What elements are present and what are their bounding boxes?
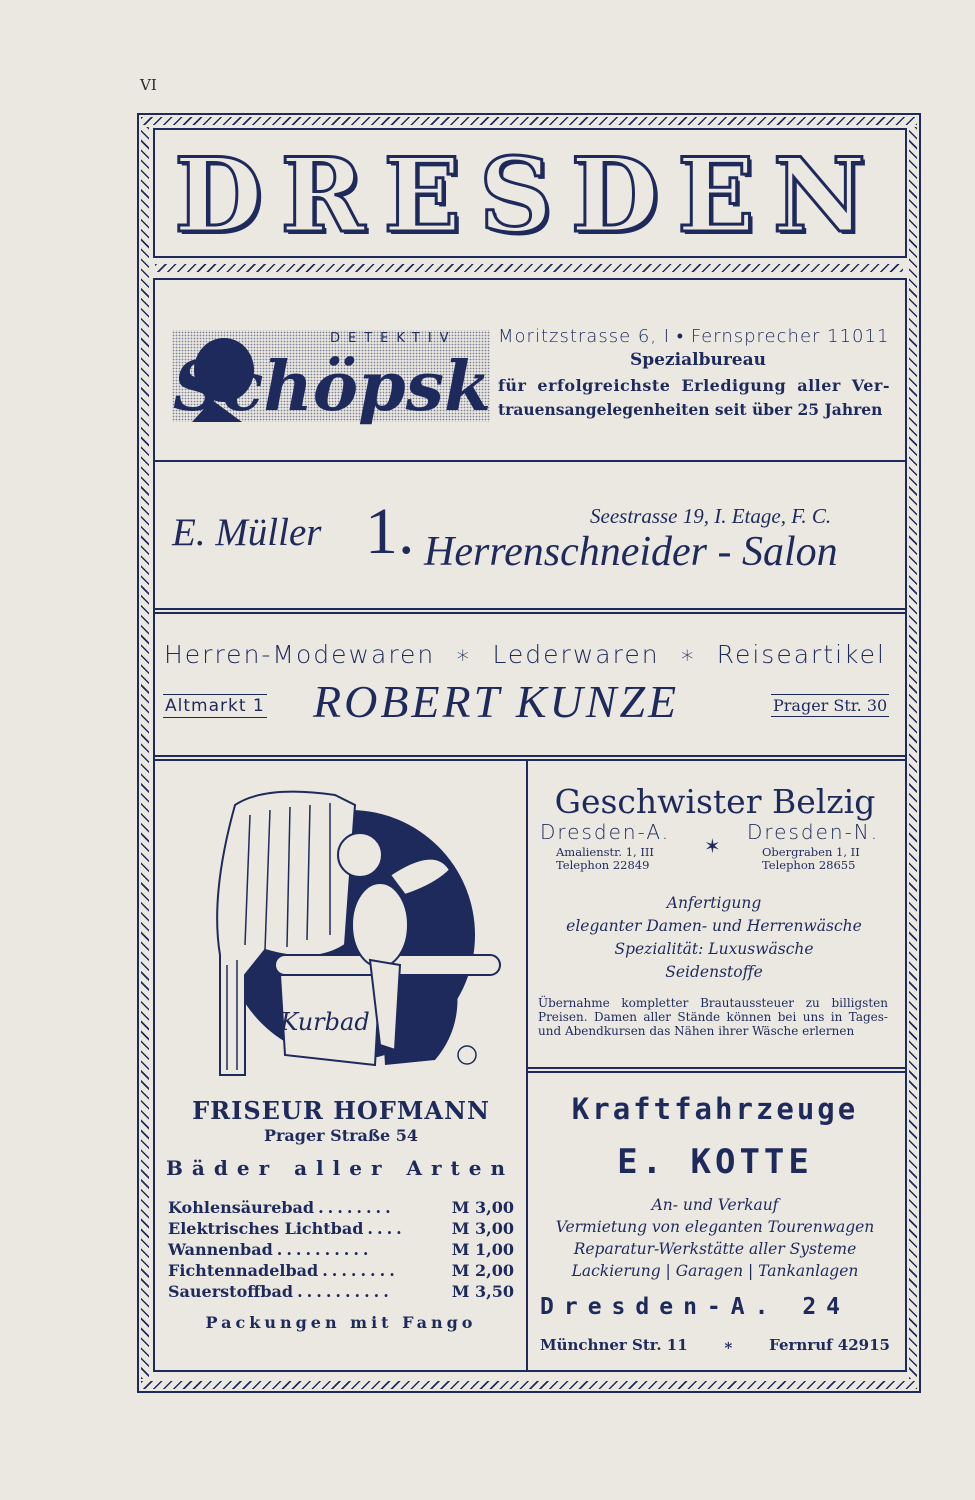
price-name: Kohlensäurebad [168, 1198, 315, 1217]
belzig-note: Übernahme kompletter Brautaussteuer zu billigsten Preisen. Damen aller Stände können bei uns in Tages- und Abendkursen das Nähen ihrer Wäsche erlernen [538, 996, 888, 1038]
friseur-address: Prager Straße 54 [263, 1126, 419, 1145]
belzig-address-a [556, 846, 654, 872]
price-dots: .... [367, 1219, 406, 1238]
belzig-address-n [762, 846, 860, 872]
kunze-sep-2: ∗ [679, 640, 697, 669]
kunze-categories [164, 640, 886, 669]
belzig-city-a: Dresden-A. [540, 820, 671, 844]
kurbad-label: Kurbad [280, 1008, 370, 1036]
price-dots: .......... [297, 1282, 393, 1301]
divider-2b [153, 612, 907, 614]
logo-detektiv-text: DETEKTIV [330, 331, 457, 346]
kotte-desc-line: Reparatur-Werkstätte aller Systeme [573, 1240, 857, 1258]
kunze-cat-1: Herren-Modewaren [164, 640, 436, 669]
detektiv-heading: Spezialbureau [630, 350, 766, 370]
divider-3 [153, 755, 907, 757]
divider-3b [153, 759, 907, 761]
mueller-salon: Herrenschneider - Salon [424, 529, 838, 575]
kunze-name: ROBERT KUNZE [313, 676, 680, 727]
belzig-city-n: Dresden-N. [747, 820, 880, 844]
kunze-sep-1: ∗ [455, 640, 473, 669]
kotte-name: E. KOTTE [617, 1142, 813, 1182]
belzig-title: Geschwister Belzig [554, 782, 876, 821]
divider-2 [153, 608, 907, 610]
belzig-phone-n: Telephon 28655 [762, 858, 856, 872]
divider-4b [528, 1071, 907, 1073]
detektiv-line2: trauensangelegenheiten seit über 25 Jahren [498, 400, 883, 419]
friseur-subtitle: Bäder aller Arten [166, 1156, 515, 1180]
kotte-desc-line: Vermietung von eleganten Tourenwagen [555, 1218, 875, 1236]
divider-vertical [526, 761, 528, 1370]
price-value: M 3,00 [451, 1219, 514, 1238]
price-row [168, 1282, 514, 1303]
price-list [168, 1198, 514, 1303]
mueller-address: Seestrasse 19, I. Etage, F. C. [590, 504, 832, 528]
belzig-street-n: Obergraben 1, II [762, 845, 860, 859]
kunze-left-address: Altmarkt 1 [165, 696, 265, 716]
friseur-title: FRISEUR HOFMANN [192, 1096, 490, 1125]
belzig-desc-line: Seidenstoffe [665, 963, 763, 981]
belzig-street-a: Amalienstr. 1, III [556, 845, 654, 859]
detektiv-logo [172, 322, 490, 426]
chevron-border-left [141, 127, 149, 1379]
price-name: Fichtennadelbad [168, 1261, 319, 1280]
price-row [168, 1240, 514, 1261]
belzig-desc-line: Spezialität: Luxuswäsche [614, 940, 814, 958]
kotte-phone: Fernruf 42915 [769, 1336, 890, 1354]
divider-1 [153, 460, 907, 462]
price-name: Wannenbad [168, 1240, 273, 1259]
price-value: M 3,50 [451, 1282, 514, 1301]
price-row [168, 1219, 514, 1240]
kurbad-illustration [205, 775, 505, 1080]
mueller-number: 1. [365, 495, 415, 568]
kunze-cat-3: Reiseartikel [716, 640, 886, 669]
star-icon: ✶ [704, 834, 721, 858]
chevron-border-top [141, 117, 917, 125]
cherub-body [352, 883, 408, 967]
price-value: M 3,00 [451, 1198, 514, 1217]
belzig-phone-a: Telephon 22849 [556, 858, 650, 872]
divider-4 [528, 1067, 907, 1069]
belzig-description [536, 892, 892, 984]
kotte-description [536, 1194, 894, 1282]
page-title: DRESDEN [173, 136, 885, 256]
price-dots: ........ [322, 1261, 399, 1280]
asterisk-icon: ∗ [723, 1336, 734, 1354]
price-value: M 1,00 [451, 1240, 514, 1259]
logo-script: Schöpsk [172, 347, 490, 426]
price-dots: .......... [276, 1240, 373, 1259]
page-number: VI [140, 76, 157, 94]
price-name: Elektrisches Lichtbad [168, 1219, 364, 1238]
chevron-border-bottom [141, 1381, 917, 1389]
kotte-desc-line: An- und Verkauf [651, 1196, 779, 1214]
kotte-street: Münchner Str. 11 [540, 1336, 688, 1354]
chevron-border-right [909, 127, 917, 1379]
friseur-footer: Packungen mit Fango [205, 1313, 477, 1332]
price-row [168, 1261, 514, 1282]
kotte-contact [540, 1336, 890, 1354]
mueller-name: E. Müller [172, 511, 322, 554]
price-name: Sauerstoffbad [168, 1282, 294, 1301]
kunze-right-address: Prager Str. 30 [773, 696, 888, 715]
price-row [168, 1198, 514, 1219]
kotte-city: Dresden-A. 24 [540, 1294, 851, 1320]
detektiv-address: Moritzstrasse 6, I • Fernsprecher 11011 [498, 326, 890, 347]
cherub-head [338, 833, 382, 877]
chevron-divider-title [155, 264, 903, 272]
kotte-title: Kraftfahrzeuge [571, 1092, 859, 1126]
kunze-cat-2: Lederwaren [492, 640, 660, 669]
price-value: M 2,00 [451, 1261, 514, 1280]
price-dots: ........ [318, 1198, 395, 1217]
belzig-desc-line: eleganter Damen- und Herrenwäsche [566, 917, 862, 935]
detektiv-line1: für erfolgreichste Erledigung aller Ver- [498, 376, 890, 395]
kotte-desc-line: Lackierung | Garagen | Tankanlagen [571, 1262, 859, 1280]
belzig-desc-line: Anfertigung [666, 894, 762, 912]
